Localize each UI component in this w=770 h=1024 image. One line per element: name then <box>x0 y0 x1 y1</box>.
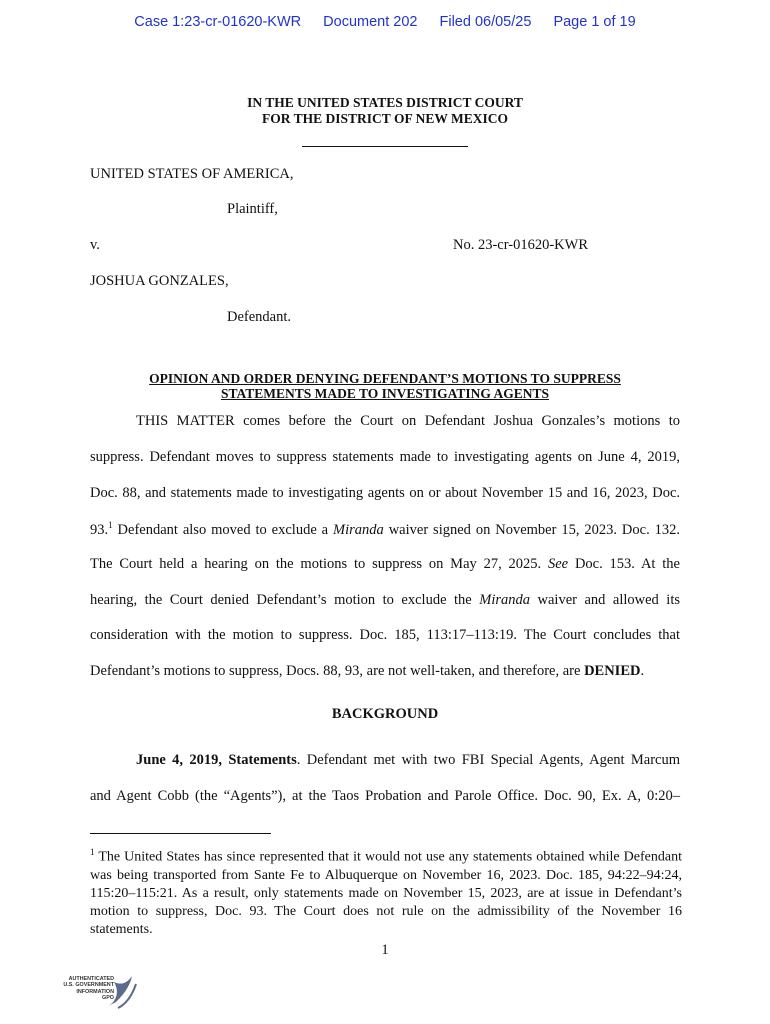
footnote-ref[interactable]: 1 <box>108 520 113 530</box>
document-number: Document 202 <box>323 14 418 30</box>
footnote-text: The United States has since represented that it would not use any statements obtained while Defendant was being transported from Sante Fe to Albuquerque on November 16, 2023. Doc. 185, 94:22–94:24, 115:20–115:21. As a result, only statements made on November 15, 2023, are at issue in Defendant’s motion to suppress, Doc. 93. The Court does not rule on the admissibility of the November 16 statements. <box>90 849 682 937</box>
case-number-caption: No. 23-cr-01620-KWR <box>453 237 589 253</box>
body-line-2: suppress. Defendant moves to suppress statements made to investigating agents on June 4, 2019, <box>90 449 680 465</box>
logo-line: AUTHENTICATED <box>68 976 114 982</box>
case-name-emphasis: Miranda <box>333 521 384 538</box>
court-line-1: IN THE UNITED STATES DISTRICT COURT <box>247 95 523 110</box>
body-line-6 <box>90 592 680 609</box>
text-run: . Defendant met with two FBI Special Agents, Agent Marcum <box>296 752 680 768</box>
text-run: hearing, the Court denied Defendant’s motion to exclude the <box>90 592 480 608</box>
filed-date: Filed 06/05/25 <box>439 14 532 30</box>
text-run: The Court held a hearing on the motions to suppress on May 27, 2025. <box>90 556 548 572</box>
text-run: Defendant’s motions to suppress, Docs. 88, 93, are not well-taken, and therefore, are <box>90 663 585 679</box>
defendant-role: Defendant. <box>227 309 292 325</box>
logo-line: INFORMATION <box>76 988 114 995</box>
footnote <box>90 843 682 939</box>
plaintiff-role: Plaintiff, <box>227 201 278 217</box>
opinion-title <box>0 371 770 401</box>
body-line-1: THIS MATTER comes before the Court on Defendant Joshua Gonzales’s motions to <box>136 413 680 429</box>
section-lead-bold: June 4, 2019, Statements <box>136 752 297 768</box>
body-line-4 <box>90 520 680 539</box>
plaintiff-name: UNITED STATES OF AMERICA, <box>90 166 294 182</box>
body-line-8 <box>90 663 680 680</box>
text-run: waiver signed on November 15, 2023. Doc. 132. <box>383 521 680 538</box>
text-run: Doc. 153. At the <box>568 556 680 572</box>
eagle-icon <box>102 972 142 1012</box>
body-line-3: Doc. 88, and statements made to investigating agents on or about November 15 and 16, 2023, Doc. <box>90 485 680 501</box>
text-run: 93. <box>90 521 109 538</box>
versus: v. <box>90 237 100 253</box>
signal-emphasis: See <box>548 556 569 572</box>
ecf-header <box>0 14 770 30</box>
body-line-7: consideration with the motion to suppress. Doc. 185, 113:17–113:19. The Court concludes that <box>90 627 680 643</box>
footnote-rule <box>90 833 271 834</box>
body-line-5 <box>90 556 680 573</box>
page-number: 1 <box>381 942 389 958</box>
court-heading <box>0 95 770 127</box>
case-name-emphasis: Miranda <box>479 592 530 608</box>
text-run: waiver and allowed its <box>530 592 680 608</box>
background-line-2: and Agent Cobb (the “Agents”), at the Taos Probation and Parole Office. Doc. 90, Ex. A, 0:20– <box>90 788 680 804</box>
background-line-1 <box>136 752 680 769</box>
page-count: Page 1 of 19 <box>553 14 636 30</box>
defendant-name: JOSHUA GONZALES, <box>90 273 229 289</box>
text-run: Defendant also moved to exclude a <box>112 521 334 538</box>
ruling-bold: DENIED <box>584 663 641 679</box>
heading-rule <box>302 146 468 147</box>
logo-line: GPO <box>102 995 114 1002</box>
title-line-1: OPINION AND ORDER DENYING DEFENDANT’S MOTIONS TO SUPPRESS <box>149 371 621 386</box>
court-line-2: FOR THE DISTRICT OF NEW MEXICO <box>262 111 508 126</box>
case-number: Case 1:23-cr-01620-KWR <box>134 14 302 30</box>
gpo-authentication-logo <box>40 972 140 1012</box>
title-line-2: STATEMENTS MADE TO INVESTIGATING AGENTS <box>220 386 550 401</box>
background-heading: BACKGROUND <box>331 706 439 722</box>
footnote-marker: 1 <box>90 847 95 857</box>
text-run: . <box>640 663 645 679</box>
logo-line: U.S. GOVERNMENT <box>63 982 114 989</box>
